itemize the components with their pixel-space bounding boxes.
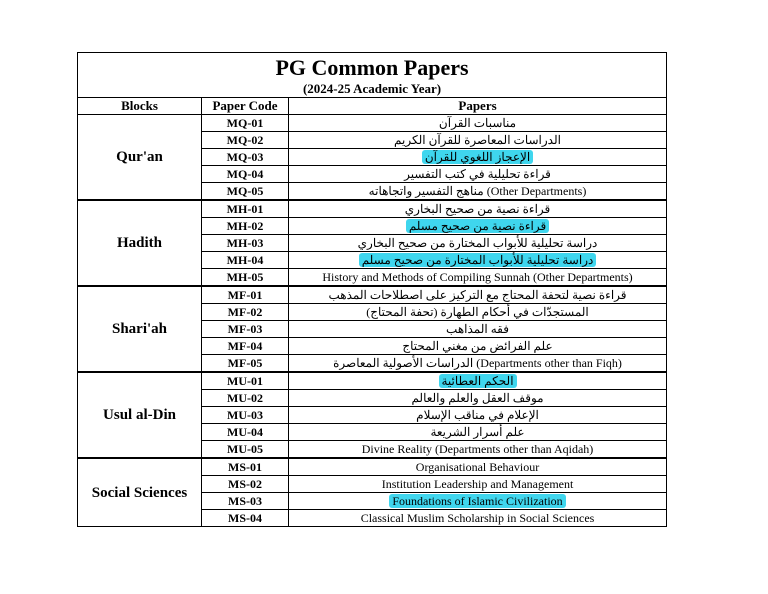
paper-title: Institution Leadership and Management	[381, 477, 574, 491]
block-name: Social Sciences	[78, 458, 202, 527]
table-row	[78, 115, 667, 132]
paper-title: دراسة تحليلية للأبواب المختارة من صحيح البخاري	[357, 236, 598, 250]
paper-title: المستجدّات في أحكام الطهارة (تحفة المحتاج)	[366, 305, 589, 319]
paper-code: MS-04	[202, 510, 289, 527]
block-name: Hadith	[78, 200, 202, 286]
paper-title: Divine Reality (Departments other than Aqidah)	[361, 442, 594, 456]
paper-title: قراءة نصية من صحيح البخاري	[404, 202, 551, 216]
table-row	[78, 286, 667, 304]
paper-title: الدراسات الأصولية المعاصرة (Departments other than Fiqh)	[333, 356, 622, 370]
page-title: PG Common Papers	[275, 55, 469, 80]
paper-code: MQ-03	[202, 149, 289, 166]
paper-title-highlighted: قراءة نصية من صحيح مسلم	[406, 219, 549, 233]
paper-cell	[289, 200, 667, 218]
paper-cell	[289, 355, 667, 373]
paper-cell	[289, 149, 667, 166]
paper-cell	[289, 493, 667, 510]
paper-code: MU-05	[202, 441, 289, 459]
header-paper-code: Paper Code	[202, 98, 289, 115]
paper-code: MU-01	[202, 372, 289, 390]
paper-cell	[289, 441, 667, 459]
paper-code: MH-03	[202, 235, 289, 252]
paper-code: MQ-02	[202, 132, 289, 149]
paper-cell	[289, 424, 667, 441]
paper-title: History and Methods of Compiling Sunnah (Other Departments)	[322, 270, 633, 284]
paper-cell	[289, 304, 667, 321]
paper-code: MF-01	[202, 286, 289, 304]
paper-code: MU-02	[202, 390, 289, 407]
paper-code: MQ-01	[202, 115, 289, 132]
paper-cell	[289, 458, 667, 476]
table-row	[78, 200, 667, 218]
paper-title: قراءة تحليلية في كتب التفسير	[404, 167, 551, 181]
table-body	[78, 115, 667, 527]
paper-cell	[289, 338, 667, 355]
block-name: Usul al-Din	[78, 372, 202, 458]
paper-code: MU-04	[202, 424, 289, 441]
papers-table	[77, 52, 667, 527]
paper-code: MS-02	[202, 476, 289, 493]
paper-title: علم الفرائض من مغني المحتاج	[402, 339, 553, 353]
paper-code: MS-03	[202, 493, 289, 510]
paper-code: MH-04	[202, 252, 289, 269]
paper-code: MH-01	[202, 200, 289, 218]
paper-code: MF-05	[202, 355, 289, 373]
paper-title: Organisational Behaviour	[415, 460, 540, 474]
paper-cell	[289, 132, 667, 149]
paper-title-highlighted: دراسة تحليلية للأبواب المختارة من صحيح مسلم	[359, 253, 597, 267]
block-name: Shari'ah	[78, 286, 202, 372]
paper-code: MF-03	[202, 321, 289, 338]
paper-title: Classical Muslim Scholarship in Social Sciences	[360, 511, 595, 525]
paper-cell	[289, 269, 667, 287]
paper-cell	[289, 218, 667, 235]
paper-title-highlighted: الحكم العطائية	[439, 374, 517, 388]
paper-title-highlighted: الإعجاز اللغوي للقرآن	[422, 150, 533, 164]
paper-cell	[289, 183, 667, 201]
paper-cell	[289, 321, 667, 338]
paper-code: MF-04	[202, 338, 289, 355]
paper-title-highlighted: Foundations of Islamic Civilization	[389, 494, 565, 508]
table-row	[78, 372, 667, 390]
page-subtitle: (2024-25 Academic Year)	[302, 81, 442, 96]
paper-cell	[289, 407, 667, 424]
paper-cell	[289, 372, 667, 390]
paper-code: MQ-04	[202, 166, 289, 183]
paper-title: مناسبات القرآن	[438, 116, 517, 130]
paper-title: الدراسات المعاصرة للقرآن الكريم	[394, 133, 561, 147]
paper-title: علم أسرار الشريعة	[430, 425, 525, 439]
paper-cell	[289, 510, 667, 527]
header-row	[78, 98, 667, 115]
table-row	[78, 458, 667, 476]
paper-title: قراءة نصية لتحفة المحتاج مع التركيز على اصطلاحات المذهب	[328, 288, 627, 302]
header-papers: Papers	[289, 98, 667, 115]
paper-code: MQ-05	[202, 183, 289, 201]
paper-title: الإعلام في مناقب الإسلام	[416, 408, 539, 422]
paper-cell	[289, 115, 667, 132]
paper-title: فقه المذاهب	[446, 322, 509, 336]
paper-cell	[289, 166, 667, 183]
title-cell	[78, 53, 667, 98]
papers-document	[77, 52, 666, 527]
paper-title: مناهج التفسير واتجاهاته (Other Departments)	[368, 184, 587, 198]
paper-cell	[289, 252, 667, 269]
paper-code: MS-01	[202, 458, 289, 476]
paper-cell	[289, 390, 667, 407]
paper-code: MH-02	[202, 218, 289, 235]
paper-code: MH-05	[202, 269, 289, 287]
block-name: Qur'an	[78, 115, 202, 201]
paper-title: موقف العقل والعلم والعالم	[411, 391, 544, 405]
paper-cell	[289, 235, 667, 252]
paper-cell	[289, 476, 667, 493]
header-blocks: Blocks	[78, 98, 202, 115]
paper-cell	[289, 286, 667, 304]
paper-code: MF-02	[202, 304, 289, 321]
paper-code: MU-03	[202, 407, 289, 424]
